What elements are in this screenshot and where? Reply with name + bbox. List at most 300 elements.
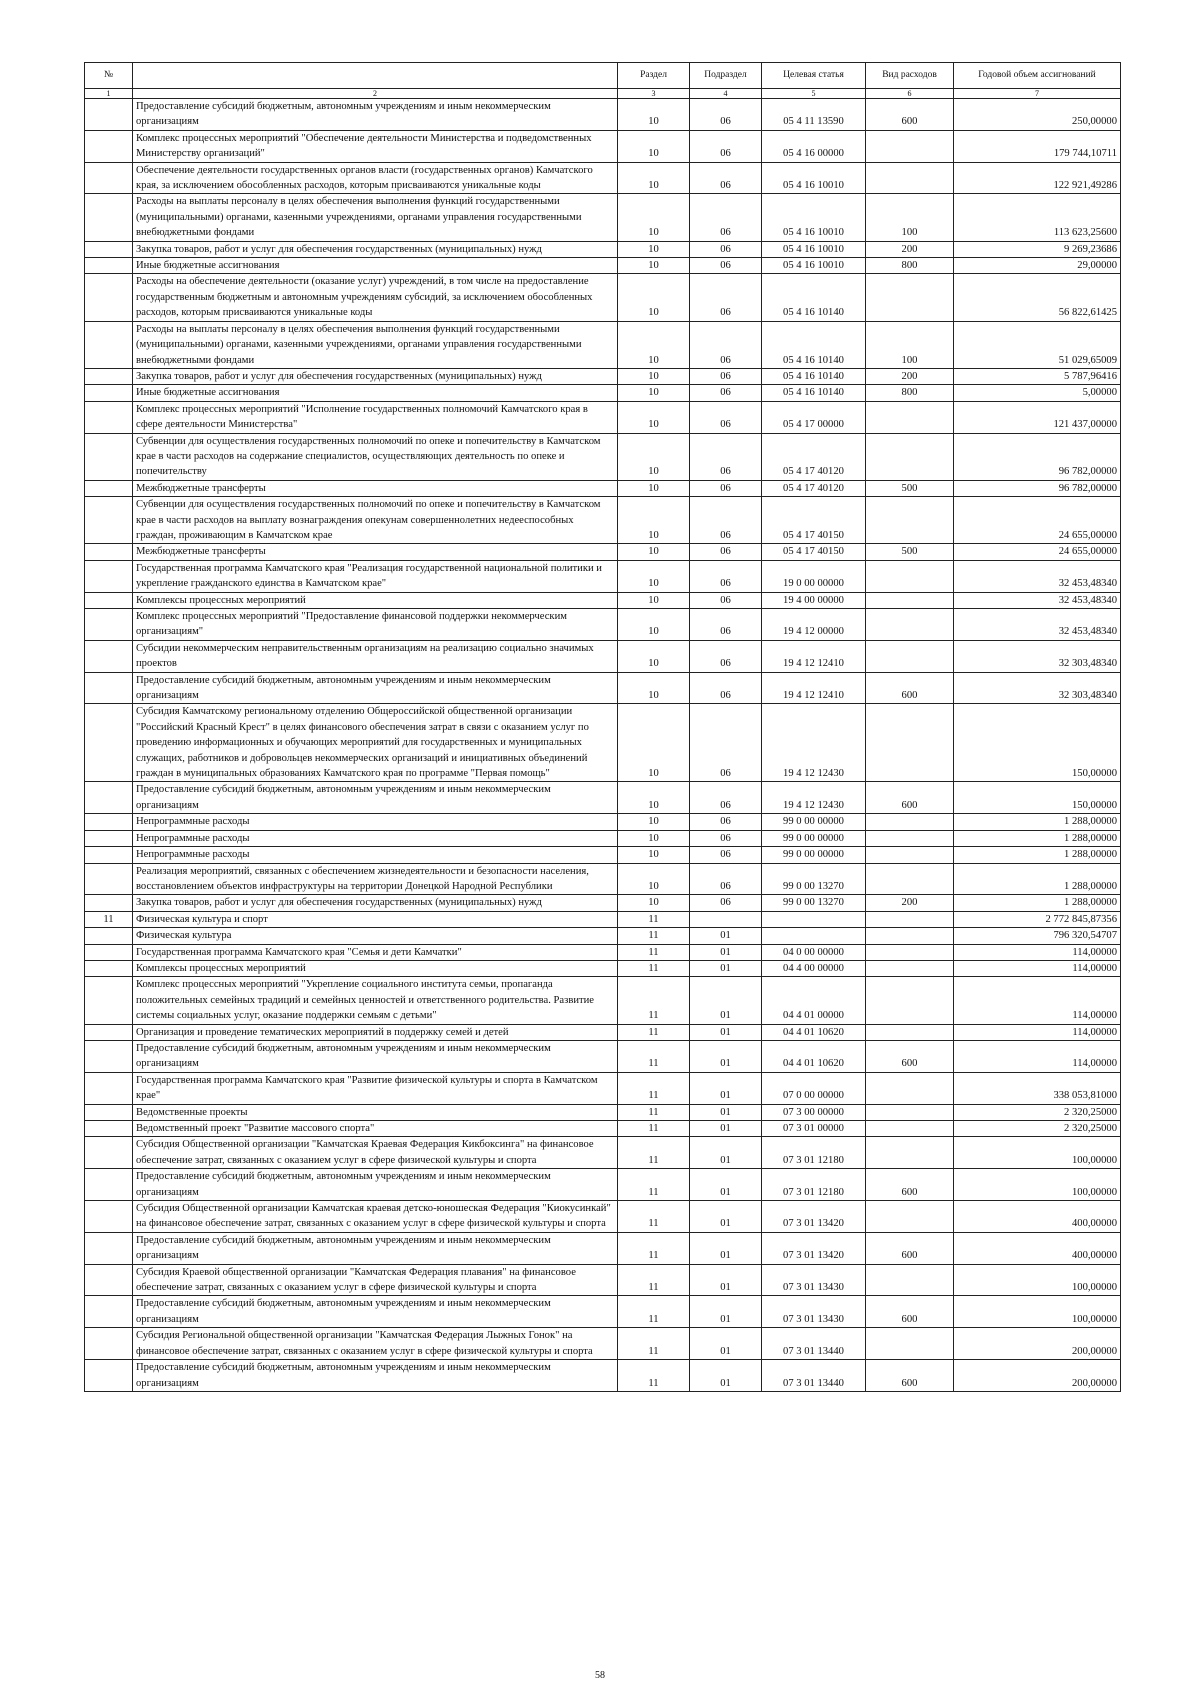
- table-row: [85, 1040, 1121, 1072]
- row-podrazdel: 06: [690, 847, 762, 863]
- row-amount: 2 320,25000: [954, 1104, 1121, 1120]
- row-amount: 400,00000: [954, 1232, 1121, 1264]
- row-podrazdel: 01: [690, 1328, 762, 1360]
- row-name: Непрограммные расходы: [133, 814, 618, 830]
- row-podrazdel: 01: [690, 1072, 762, 1104]
- row-number: [85, 1296, 133, 1328]
- row-vid-rashodov: 500: [866, 544, 954, 560]
- row-podrazdel: 06: [690, 640, 762, 672]
- row-name: Предоставление субсидий бюджетным, автономным учреждениям и иным некоммерческим организациям: [133, 1360, 618, 1392]
- row-number: [85, 944, 133, 960]
- row-celevaya-statya: 05 4 16 00000: [762, 130, 866, 162]
- row-number: [85, 1104, 133, 1120]
- row-number: [85, 241, 133, 257]
- row-podrazdel: 06: [690, 130, 762, 162]
- row-amount: 114,00000: [954, 960, 1121, 976]
- row-vid-rashodov: [866, 911, 954, 927]
- row-name: Межбюджетные трансферты: [133, 480, 618, 496]
- table-row: [85, 497, 1121, 544]
- row-podrazdel: 01: [690, 1137, 762, 1169]
- row-razdel: 11: [618, 944, 690, 960]
- row-number: [85, 592, 133, 608]
- row-celevaya-statya: 19 4 12 12430: [762, 782, 866, 814]
- row-razdel: 11: [618, 928, 690, 944]
- table-row: [85, 928, 1121, 944]
- row-amount: 114,00000: [954, 1040, 1121, 1072]
- row-number: [85, 895, 133, 911]
- row-vid-rashodov: 100: [866, 321, 954, 368]
- row-number: [85, 960, 133, 976]
- row-amount: 51 029,65009: [954, 321, 1121, 368]
- row-number: [85, 1232, 133, 1264]
- row-name: Иные бюджетные ассигнования: [133, 258, 618, 274]
- row-vid-rashodov: [866, 1137, 954, 1169]
- row-razdel: 11: [618, 911, 690, 927]
- row-number: [85, 274, 133, 321]
- row-number: [85, 385, 133, 401]
- table-row: [85, 1024, 1121, 1040]
- row-celevaya-statya: 05 4 16 10140: [762, 274, 866, 321]
- row-vid-rashodov: [866, 592, 954, 608]
- row-name: Государственная программа Камчатского края "Семья и дети Камчатки": [133, 944, 618, 960]
- row-vid-rashodov: 600: [866, 672, 954, 704]
- row-celevaya-statya: 04 4 00 00000: [762, 960, 866, 976]
- row-celevaya-statya: 99 0 00 13270: [762, 895, 866, 911]
- row-celevaya-statya: [762, 928, 866, 944]
- row-name: Комплекс процессных мероприятий "Предоставление финансовой поддержки некоммерческим организациям": [133, 609, 618, 641]
- table-row: [85, 321, 1121, 368]
- row-name: Организация и проведение тематических мероприятий в поддержку семей и детей: [133, 1024, 618, 1040]
- row-number: [85, 1121, 133, 1137]
- row-name: Предоставление субсидий бюджетным, автономным учреждениям и иным некоммерческим организациям: [133, 99, 618, 131]
- row-amount: 24 655,00000: [954, 544, 1121, 560]
- row-razdel: 11: [618, 1328, 690, 1360]
- row-celevaya-statya: 19 4 12 00000: [762, 609, 866, 641]
- row-razdel: 11: [618, 1201, 690, 1233]
- row-celevaya-statya: 19 4 12 12410: [762, 640, 866, 672]
- row-name: Иные бюджетные ассигнования: [133, 385, 618, 401]
- row-razdel: 11: [618, 977, 690, 1024]
- row-number: [85, 609, 133, 641]
- row-razdel: 10: [618, 401, 690, 433]
- row-vid-rashodov: [866, 814, 954, 830]
- row-celevaya-statya: 05 4 17 40120: [762, 480, 866, 496]
- row-name: Комплекс процессных мероприятий "Исполнение государственных полномочий Камчатского края в сфере деятельности Министерства": [133, 401, 618, 433]
- header-num: №: [85, 63, 133, 89]
- row-celevaya-statya: 99 0 00 13270: [762, 863, 866, 895]
- row-name: Комплекс процессных мероприятий "Обеспечение деятельности Министерства и подведомственных Министерству организаций": [133, 130, 618, 162]
- row-name: Расходы на обеспечение деятельности (оказание услуг) учреждений, в том числе на предоставление государственным бюджетным и автономным учреждениям субсидий, за исключением обособленных расходов, которым присваиваются уникальные коды: [133, 274, 618, 321]
- row-number: [85, 480, 133, 496]
- row-vid-rashodov: [866, 640, 954, 672]
- row-name: Непрограммные расходы: [133, 847, 618, 863]
- row-number: [85, 1264, 133, 1296]
- row-celevaya-statya: 99 0 00 00000: [762, 814, 866, 830]
- row-number: [85, 1328, 133, 1360]
- row-celevaya-statya: 05 4 17 40150: [762, 497, 866, 544]
- row-amount: 9 269,23686: [954, 241, 1121, 257]
- row-number: [85, 1137, 133, 1169]
- row-name: Предоставление субсидий бюджетным, автономным учреждениям и иным некоммерческим организациям: [133, 782, 618, 814]
- row-amount: 100,00000: [954, 1137, 1121, 1169]
- row-celevaya-statya: 05 4 16 10140: [762, 385, 866, 401]
- row-amount: 100,00000: [954, 1169, 1121, 1201]
- row-amount: 338 053,81000: [954, 1072, 1121, 1104]
- row-podrazdel: [690, 911, 762, 927]
- row-name: Субсидия Общественной организации "Камчатская Краевая Федерация Кикбоксинга" на финансовое обеспечение затрат, связанных с оказанием услуг в сфере физической культуры и спорта: [133, 1137, 618, 1169]
- row-vid-rashodov: 800: [866, 385, 954, 401]
- table-row: [85, 401, 1121, 433]
- row-number: [85, 368, 133, 384]
- row-amount: 150,00000: [954, 782, 1121, 814]
- row-razdel: 10: [618, 592, 690, 608]
- row-podrazdel: 06: [690, 480, 762, 496]
- row-vid-rashodov: 200: [866, 368, 954, 384]
- table-row: [85, 944, 1121, 960]
- row-name: Расходы на выплаты персоналу в целях обеспечения выполнения функций государственными (муниципальными) органами, казенными учреждениями, органами управления государственными внебюджетными фондами: [133, 194, 618, 241]
- row-podrazdel: 06: [690, 433, 762, 480]
- row-vid-rashodov: 600: [866, 782, 954, 814]
- row-podrazdel: 01: [690, 1104, 762, 1120]
- row-razdel: 10: [618, 480, 690, 496]
- row-vid-rashodov: [866, 1201, 954, 1233]
- row-amount: 179 744,10711: [954, 130, 1121, 162]
- row-razdel: 11: [618, 960, 690, 976]
- row-name: Расходы на выплаты персоналу в целях обеспечения выполнения функций государственными (муниципальными) органами, казенными учреждениями, органами управления государственными внебюджетными фондами: [133, 321, 618, 368]
- row-razdel: 10: [618, 99, 690, 131]
- table-row: [85, 1169, 1121, 1201]
- row-name: Физическая культура и спорт: [133, 911, 618, 927]
- row-amount: 100,00000: [954, 1296, 1121, 1328]
- row-podrazdel: 01: [690, 1264, 762, 1296]
- table-row: [85, 960, 1121, 976]
- row-podrazdel: 06: [690, 592, 762, 608]
- row-number: 11: [85, 911, 133, 927]
- row-name: Физическая культура: [133, 928, 618, 944]
- row-amount: 200,00000: [954, 1328, 1121, 1360]
- row-podrazdel: 06: [690, 895, 762, 911]
- table-row: [85, 911, 1121, 927]
- row-celevaya-statya: 05 4 16 10010: [762, 258, 866, 274]
- column-number: 3: [618, 89, 690, 99]
- row-vid-rashodov: [866, 830, 954, 846]
- table-row: [85, 1201, 1121, 1233]
- row-celevaya-statya: 05 4 17 00000: [762, 401, 866, 433]
- row-celevaya-statya: 07 3 01 13440: [762, 1360, 866, 1392]
- row-number: [85, 704, 133, 782]
- row-podrazdel: 06: [690, 609, 762, 641]
- row-amount: 121 437,00000: [954, 401, 1121, 433]
- row-number: [85, 497, 133, 544]
- row-amount: 29,00000: [954, 258, 1121, 274]
- row-number: [85, 1072, 133, 1104]
- row-amount: 24 655,00000: [954, 497, 1121, 544]
- table-row: [85, 814, 1121, 830]
- row-podrazdel: 06: [690, 162, 762, 194]
- row-number: [85, 782, 133, 814]
- row-vid-rashodov: [866, 274, 954, 321]
- row-name: Субвенции для осуществления государственных полномочий по опеке и попечительству в Камчатском крае в части расходов на выплату вознаграждения опекунам совершеннолетних недееспособных граждан, проживающим в Камчатском крае: [133, 497, 618, 544]
- row-celevaya-statya: 07 3 01 00000: [762, 1121, 866, 1137]
- row-vid-rashodov: [866, 1121, 954, 1137]
- row-amount: 200,00000: [954, 1360, 1121, 1392]
- header-obem: Годовой объем ассигнований: [954, 63, 1121, 89]
- header-podrazdel: Подраздел: [690, 63, 762, 89]
- row-amount: 2 772 845,87356: [954, 911, 1121, 927]
- table-row: [85, 782, 1121, 814]
- row-razdel: 11: [618, 1104, 690, 1120]
- row-name: Субсидия Региональной общественной организации "Камчатская Федерация Лыжных Гонок" на финансовое обеспечение затрат, связанных с оказанием услуг в сфере физической культуры и спорта: [133, 1328, 618, 1360]
- row-number: [85, 99, 133, 131]
- header-celevaya-statya: Целевая статья: [762, 63, 866, 89]
- row-celevaya-statya: 19 0 00 00000: [762, 560, 866, 592]
- row-name: Закупка товаров, работ и услуг для обеспечения государственных (муниципальных) нужд: [133, 368, 618, 384]
- row-celevaya-statya: 04 4 01 10620: [762, 1040, 866, 1072]
- row-amount: 114,00000: [954, 1024, 1121, 1040]
- table-row: [85, 672, 1121, 704]
- row-number: [85, 321, 133, 368]
- row-name: Межбюджетные трансферты: [133, 544, 618, 560]
- row-razdel: 11: [618, 1169, 690, 1201]
- row-amount: 1 288,00000: [954, 847, 1121, 863]
- row-razdel: 10: [618, 162, 690, 194]
- row-celevaya-statya: 07 3 01 13420: [762, 1201, 866, 1233]
- row-razdel: 10: [618, 609, 690, 641]
- row-razdel: 10: [618, 847, 690, 863]
- row-amount: 32 303,48340: [954, 672, 1121, 704]
- row-amount: 1 288,00000: [954, 895, 1121, 911]
- table-row: [85, 162, 1121, 194]
- row-vid-rashodov: [866, 977, 954, 1024]
- row-amount: 1 288,00000: [954, 863, 1121, 895]
- row-celevaya-statya: 07 3 01 13430: [762, 1264, 866, 1296]
- table-row: [85, 592, 1121, 608]
- table-row: [85, 1360, 1121, 1392]
- row-number: [85, 162, 133, 194]
- row-razdel: 11: [618, 1296, 690, 1328]
- row-celevaya-statya: 04 4 01 10620: [762, 1024, 866, 1040]
- column-number-row: [85, 89, 1121, 99]
- row-podrazdel: 06: [690, 321, 762, 368]
- row-name: Закупка товаров, работ и услуг для обеспечения государственных (муниципальных) нужд: [133, 895, 618, 911]
- row-amount: 32 453,48340: [954, 560, 1121, 592]
- header-razdel: Раздел: [618, 63, 690, 89]
- row-podrazdel: 06: [690, 782, 762, 814]
- table-row: [85, 895, 1121, 911]
- row-number: [85, 1024, 133, 1040]
- row-celevaya-statya: 04 4 01 00000: [762, 977, 866, 1024]
- row-vid-rashodov: 600: [866, 1296, 954, 1328]
- row-razdel: 10: [618, 640, 690, 672]
- row-razdel: 11: [618, 1360, 690, 1392]
- row-podrazdel: 06: [690, 258, 762, 274]
- row-podrazdel: 06: [690, 401, 762, 433]
- row-podrazdel: 06: [690, 99, 762, 131]
- row-number: [85, 672, 133, 704]
- table-row: [85, 194, 1121, 241]
- row-vid-rashodov: [866, 1104, 954, 1120]
- row-name: Предоставление субсидий бюджетным, автономным учреждениям и иным некоммерческим организациям: [133, 1296, 618, 1328]
- column-number: 5: [762, 89, 866, 99]
- table-row: [85, 863, 1121, 895]
- row-podrazdel: 06: [690, 194, 762, 241]
- row-celevaya-statya: 05 4 11 13590: [762, 99, 866, 131]
- row-amount: 1 288,00000: [954, 814, 1121, 830]
- row-celevaya-statya: 05 4 17 40150: [762, 544, 866, 560]
- row-amount: 100,00000: [954, 1264, 1121, 1296]
- row-razdel: 11: [618, 1137, 690, 1169]
- column-number: 7: [954, 89, 1121, 99]
- row-podrazdel: 01: [690, 1024, 762, 1040]
- row-name: Государственная программа Камчатского края "Реализация государственной национальной политики и укрепление гражданского единства в Камчатском крае": [133, 560, 618, 592]
- row-razdel: 10: [618, 782, 690, 814]
- row-razdel: 10: [618, 385, 690, 401]
- row-vid-rashodov: [866, 863, 954, 895]
- row-number: [85, 814, 133, 830]
- row-podrazdel: 01: [690, 1360, 762, 1392]
- row-number: [85, 1201, 133, 1233]
- row-vid-rashodov: [866, 944, 954, 960]
- row-celevaya-statya: 04 0 00 00000: [762, 944, 866, 960]
- row-amount: 2 320,25000: [954, 1121, 1121, 1137]
- row-razdel: 10: [618, 130, 690, 162]
- row-podrazdel: 06: [690, 368, 762, 384]
- row-podrazdel: 06: [690, 497, 762, 544]
- row-amount: 150,00000: [954, 704, 1121, 782]
- row-podrazdel: 06: [690, 560, 762, 592]
- row-vid-rashodov: [866, 1264, 954, 1296]
- row-amount: 32 453,48340: [954, 609, 1121, 641]
- row-podrazdel: 01: [690, 1121, 762, 1137]
- row-vid-rashodov: 600: [866, 1232, 954, 1264]
- row-razdel: 11: [618, 1264, 690, 1296]
- row-podrazdel: 01: [690, 977, 762, 1024]
- row-name: Комплекс процессных мероприятий "Укрепление социального института семьи, пропаганда положительных семейных традиций и семейных ценностей и ответственного родительства. Развитие системы социальных услуг, оказание поддержки семьям с детьми": [133, 977, 618, 1024]
- column-number: 4: [690, 89, 762, 99]
- table-row: [85, 480, 1121, 496]
- row-number: [85, 194, 133, 241]
- table-row: [85, 847, 1121, 863]
- row-amount: 1 288,00000: [954, 830, 1121, 846]
- row-name: Субсидия Камчатскому региональному отделению Общероссийской общественной организации "Российский Красный Крест" в целях финансового обеспечения затрат в связи с оказанием услуг по проведению информационных и обучающих мероприятий для государственных и муниципальных служащих, работников и добровольцев некоммерческих организаций и инициативных объединений граждан в муниципальных образованиях Камчатского края по программе "Первая помощь": [133, 704, 618, 782]
- row-vid-rashodov: 600: [866, 1040, 954, 1072]
- row-razdel: 11: [618, 1121, 690, 1137]
- row-razdel: 10: [618, 863, 690, 895]
- row-celevaya-statya: 19 4 12 12410: [762, 672, 866, 704]
- row-number: [85, 544, 133, 560]
- row-razdel: 10: [618, 194, 690, 241]
- row-name: Предоставление субсидий бюджетным, автономным учреждениям и иным некоммерческим организациям: [133, 672, 618, 704]
- row-number: [85, 258, 133, 274]
- row-name: Комплексы процессных мероприятий: [133, 592, 618, 608]
- row-podrazdel: 06: [690, 814, 762, 830]
- row-number: [85, 433, 133, 480]
- row-amount: 114,00000: [954, 977, 1121, 1024]
- table-header-row: [85, 63, 1121, 89]
- row-razdel: 10: [618, 241, 690, 257]
- row-celevaya-statya: 07 3 01 13430: [762, 1296, 866, 1328]
- table-row: [85, 99, 1121, 131]
- row-podrazdel: 01: [690, 960, 762, 976]
- table-row: [85, 640, 1121, 672]
- row-vid-rashodov: 800: [866, 258, 954, 274]
- row-name: Субсидия Общественной организации Камчатская краевая детско-юношеская Федерация "Киокусинкай" на финансовое обеспечение затрат, связанных с оказанием услуг в сфере физической культуры и спорта: [133, 1201, 618, 1233]
- table-row: [85, 1104, 1121, 1120]
- table-row: [85, 1264, 1121, 1296]
- row-celevaya-statya: 05 4 17 40120: [762, 433, 866, 480]
- row-name: Реализация мероприятий, связанных с обеспечением жизнедеятельности и безопасности населения, восстановлением объектов инфраструктуры на территории Донецкой Народной Республики: [133, 863, 618, 895]
- row-number: [85, 830, 133, 846]
- row-vid-rashodov: [866, 560, 954, 592]
- row-razdel: 10: [618, 433, 690, 480]
- table-row: [85, 1232, 1121, 1264]
- row-podrazdel: 01: [690, 1169, 762, 1201]
- row-razdel: 10: [618, 814, 690, 830]
- header-name: [133, 63, 618, 89]
- row-number: [85, 401, 133, 433]
- row-razdel: 10: [618, 560, 690, 592]
- table-row: [85, 704, 1121, 782]
- row-podrazdel: 06: [690, 385, 762, 401]
- row-vid-rashodov: [866, 130, 954, 162]
- table-row: [85, 258, 1121, 274]
- row-razdel: 10: [618, 368, 690, 384]
- row-podrazdel: 01: [690, 1040, 762, 1072]
- row-vid-rashodov: [866, 1072, 954, 1104]
- row-name: Закупка товаров, работ и услуг для обеспечения государственных (муниципальных) нужд: [133, 241, 618, 257]
- row-podrazdel: 06: [690, 704, 762, 782]
- row-celevaya-statya: 07 3 01 12180: [762, 1169, 866, 1201]
- row-razdel: 10: [618, 704, 690, 782]
- budget-table: [84, 62, 1121, 1392]
- row-celevaya-statya: 07 3 01 13440: [762, 1328, 866, 1360]
- row-celevaya-statya: 99 0 00 00000: [762, 830, 866, 846]
- row-number: [85, 1040, 133, 1072]
- table-row: [85, 544, 1121, 560]
- row-podrazdel: 01: [690, 944, 762, 960]
- row-vid-rashodov: [866, 960, 954, 976]
- row-number: [85, 640, 133, 672]
- row-name: Предоставление субсидий бюджетным, автономным учреждениям и иным некоммерческим организациям: [133, 1232, 618, 1264]
- budget-sheet: [84, 62, 1120, 1392]
- row-celevaya-statya: 19 4 00 00000: [762, 592, 866, 608]
- row-vid-rashodov: [866, 609, 954, 641]
- row-razdel: 10: [618, 321, 690, 368]
- row-celevaya-statya: 07 3 01 13420: [762, 1232, 866, 1264]
- row-celevaya-statya: 05 4 16 10010: [762, 194, 866, 241]
- row-number: [85, 863, 133, 895]
- table-row: [85, 830, 1121, 846]
- row-podrazdel: 01: [690, 928, 762, 944]
- row-vid-rashodov: [866, 847, 954, 863]
- row-number: [85, 928, 133, 944]
- table-row: [85, 977, 1121, 1024]
- table-row: [85, 609, 1121, 641]
- row-celevaya-statya: [762, 911, 866, 927]
- row-amount: 96 782,00000: [954, 433, 1121, 480]
- row-razdel: 10: [618, 672, 690, 704]
- table-row: [85, 1121, 1121, 1137]
- table-row: [85, 1137, 1121, 1169]
- row-number: [85, 1360, 133, 1392]
- row-vid-rashodov: [866, 1328, 954, 1360]
- row-vid-rashodov: 200: [866, 241, 954, 257]
- row-amount: 5,00000: [954, 385, 1121, 401]
- row-name: Предоставление субсидий бюджетным, автономным учреждениям и иным некоммерческим организациям: [133, 1169, 618, 1201]
- row-name: Комплексы процессных мероприятий: [133, 960, 618, 976]
- header-vid-rashodov: Вид расходов: [866, 63, 954, 89]
- row-number: [85, 977, 133, 1024]
